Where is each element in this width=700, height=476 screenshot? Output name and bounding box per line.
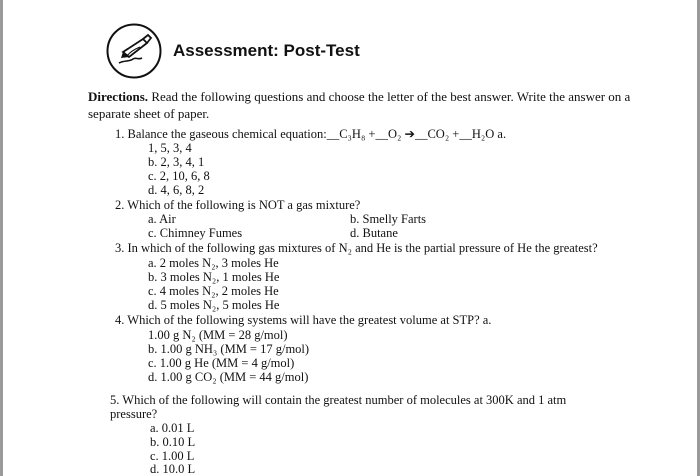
question-3-option-a: a. 2 moles N₂, 3 moles He [148,256,279,270]
question-3-stem: 3. In which of the following gas mixtures of N₂ and He is the partial pressure of He the greatest? [115,241,598,255]
question-4-option-b: b. 1.00 g NH₃ (MM = 17 g/mol) [148,342,310,356]
question-3-option-b: b. 3 moles N₂, 1 moles He [148,270,280,284]
question-1-option-a: 1, 5, 3, 4 [148,141,192,155]
question-1-option-d: d. 4, 6, 8, 2 [148,183,205,197]
question-5-option-c: c. 1.00 L [150,449,195,463]
question-4-option-c: c. 1.00 g He (MM = 4 g/mol) [148,356,295,370]
directions-paragraph [88,88,658,122]
question-4-stem: 4. Which of the following systems will have the greatest volume at STP? a. [115,313,492,327]
question-2-option-a: a. Air [148,212,176,226]
directions-label: Directions. [88,89,149,104]
hand-writing-icon [105,22,163,80]
assessment-header [105,22,565,86]
question-2-option-d: d. Butane [350,226,398,240]
question-1-stem: 1. Balance the gaseous chemical equation:__C₃H₈ +__O₂ ➔__CO₂ +__H₂O a. [115,127,507,141]
question-3-option-d: d. 5 moles N₂, 5 moles He [148,298,280,312]
question-5-stem: 5. Which of the following will contain the greatest number of molecules at 300K and 1 atm pressure? [110,393,567,421]
question-2-option-c: c. Chimney Fumes [148,226,243,240]
question-1-option-b: b. 2, 3, 4, 1 [148,155,205,169]
question-3-option-c: c. 4 moles N₂, 2 moles He [148,284,279,298]
question-5-option-b: b. 0.10 L [150,435,196,449]
question-5-option-a: a. 0.01 L [150,421,195,435]
question-1-option-c: c. 2, 10, 6, 8 [148,169,210,183]
directions-text: Read the following questions and choose the letter of the best answer. Write the answer on a separate sheet of paper. [88,89,631,121]
page-title: Assessment: Post-Test [173,41,360,60]
left-edge-strip [0,0,3,476]
question-2-option-b: b. Smelly Farts [350,212,427,226]
question-5-option-d: d. 10.0 L [150,462,196,476]
question-4-option-d: d. 1.00 g CO₂ (MM = 44 g/mol) [148,370,309,384]
question-4-option-a: 1.00 g N₂ (MM = 28 g/mol) [148,328,288,342]
question-2-stem: 2. Which of the following is NOT a gas mixture? [115,198,361,212]
